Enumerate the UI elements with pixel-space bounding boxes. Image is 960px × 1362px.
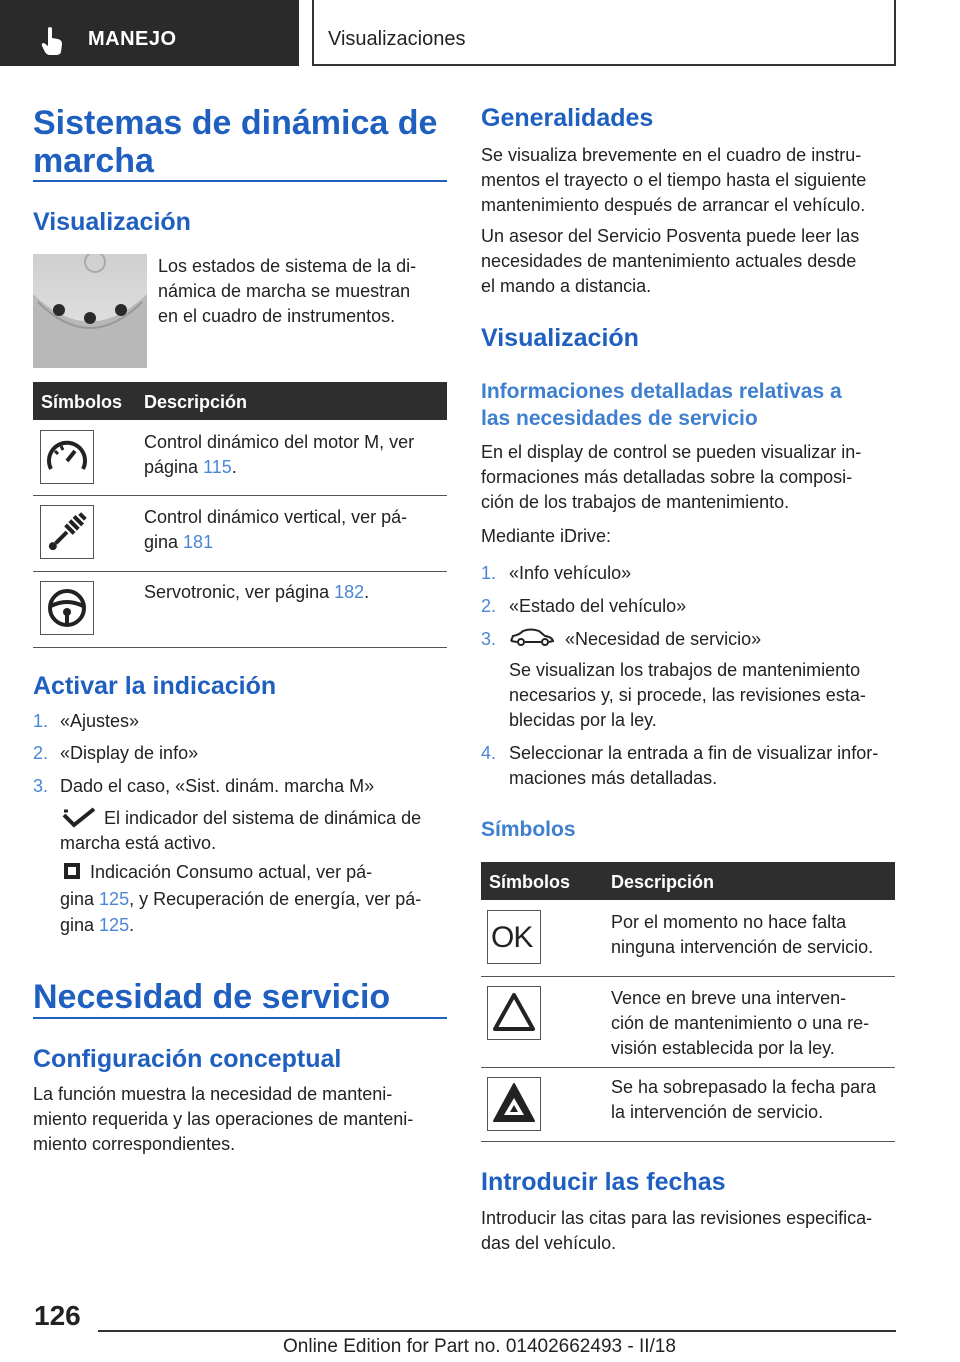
vertical-dynamic-control-icon [40,505,94,559]
chapter-label: Visualizaciones [328,28,466,50]
row-divider [481,976,895,977]
text-line: Los estados de sistema de la di- [158,256,417,276]
text-line: el mando a distancia. [481,276,652,296]
step-number: 2. [481,596,497,616]
dynamic-engine-control-icon [40,430,94,484]
idrive-text: Mediante iDrive: [481,526,612,546]
step-detail [60,887,421,912]
asesor-text [481,224,859,299]
row-text: la intervención de servicio. [611,1102,824,1122]
row-text: ción de mantenimiento o una re- [611,1013,870,1033]
row-text: Por el momento no hace falta [611,912,847,932]
visualizacion-heading: Visualización [33,208,191,236]
text-part: . [129,915,135,935]
table-header [481,862,895,900]
step-number: 4. [481,743,497,763]
text-line: Se visualiza brevemente en el cuadro de instru- [481,145,862,165]
text-line: Un asesor del Servicio Posventa puede leer las [481,226,860,246]
text-line: das del vehículo. [481,1233,617,1253]
servicio-rule [33,1017,447,1019]
table-row [611,1075,876,1125]
footer-edition: Online Edition for Part no. 01402662493 - II/18 [283,1336,676,1357]
step-detail: El indicador del sistema de dinámica de [104,808,422,828]
step-detail [60,913,134,938]
warning-outline-icon [487,986,541,1040]
square-icon [62,861,82,881]
text-line: en el cuadro de instrumentos. [158,306,396,326]
row-text: ninguna intervención de servicio. [611,937,874,957]
text-line: blecidas por la ley. [509,710,657,730]
row-text-part: gina [144,532,184,552]
servicio-title: Necesidad de servicio [33,978,391,1016]
col-descripcion: Descripción [611,872,715,892]
page-title-line1: Sistemas de dinámica de [33,104,438,142]
step-detail: marcha está activo. [60,833,217,853]
step-text: «Info vehículo» [509,563,632,583]
fechas-heading: Introducir las fechas [481,1168,726,1196]
page-title [33,104,437,180]
row-text: Control dinámico vertical, ver pá- [144,507,408,527]
text-line: Introducir las citas para las revisiones especifica- [481,1208,873,1228]
col-simbolos: Símbolos [489,872,571,892]
text-line: necesarios y, si procede, las revisiones esta- [509,685,866,705]
car-icon [509,627,555,647]
text-line: En el display de control se pueden visualizar in- [481,442,862,462]
step-number: 1. [33,711,49,731]
text-line: miento correspondientes. [33,1134,236,1154]
row-text-part: página [144,457,204,477]
config-text [33,1082,413,1157]
activar-heading: Activar la indicación [33,672,277,700]
info-heading [481,378,842,432]
step-number: 1. [481,563,497,583]
table-row [144,430,414,480]
section-tab [0,0,299,66]
row-divider [33,495,447,496]
col-descripcion: Descripción [144,392,248,412]
step-text: «Necesidad de servicio» [565,629,762,649]
page-link[interactable]: 115 [203,457,232,477]
text-part: , y Recuperación de energía, ver pá- [129,889,422,909]
step-text: maciones más detalladas. [509,768,718,788]
table-header [33,382,447,420]
heading-line: las necesidades de servicio [481,407,758,430]
text-line: mentos el trayecto o el tiempo hasta el siguiente [481,170,867,190]
step-number: 3. [33,776,49,796]
text-part: gina [60,889,100,909]
page-link[interactable]: 125 [99,889,130,909]
generalidades-heading: Generalidades [481,104,654,132]
simbolos-heading: Símbolos [481,818,576,841]
config-heading: Configuración conceptual [33,1045,342,1073]
text-line: Se visualizan los trabajos de mantenimiento [509,660,861,680]
row-text-part: Servotronic, ver página [144,582,335,602]
row-divider [33,647,447,648]
heading-line: Informaciones detalladas relativas a [481,380,842,403]
visualizacion-right-heading: Visualización [481,324,639,352]
ok-icon [487,910,541,964]
page-link[interactable]: 125 [99,915,130,935]
text-line: ción de los trabajos de mantenimiento. [481,492,790,512]
row-text: Control dinámico del motor M, ver [144,432,415,452]
text-line: mantenimiento después de arrancar el vehículo. [481,195,866,215]
table-row [611,910,873,960]
steering-wheel-icon [40,581,94,635]
text-line: formaciones más detalladas sobre la composi- [481,467,853,487]
warning-filled-icon [487,1077,541,1131]
instrument-cluster-image [33,254,147,368]
fechas-text [481,1206,872,1256]
step-text: «Display de info» [60,743,199,763]
table-row [144,580,369,605]
hand-pointer-icon [40,26,66,56]
row-divider [481,1067,895,1068]
section-label: MANEJO [88,28,177,50]
step3-detail [509,658,866,733]
chapter-tab [312,0,896,66]
generalidades-text [481,143,866,218]
row-text-part: . [364,582,370,602]
step-text: «Estado del vehículo» [509,596,687,616]
step-number: 3. [481,629,497,649]
text-part: gina [60,915,100,935]
ok-label: OK [491,921,533,954]
text-line: miento requerida y las operaciones de manteni- [33,1109,414,1129]
step-text: «Ajustes» [60,711,140,731]
text-line: La función muestra la necesidad de manteni- [33,1084,393,1104]
page-link[interactable]: 181 [183,532,214,552]
row-text: Se ha sobrepasado la fecha para [611,1077,877,1097]
step-text: Dado el caso, «Sist. dinám. marcha M» [60,776,375,796]
row-text: visión establecida por la ley. [611,1038,835,1058]
row-text [144,455,414,480]
text-line: námica de marcha se muestran [158,281,411,301]
row-divider [481,1141,895,1142]
table-row [144,505,407,555]
row-text: Vence en breve una interven- [611,988,847,1008]
visualizacion-text [158,254,416,329]
step-detail: Indicación Consumo actual, ver pá- [90,862,373,882]
step-number: 2. [33,743,49,763]
row-divider [33,571,447,572]
title-rule [33,180,447,182]
info-text [481,440,861,515]
text-line: necesidades de mantenimiento actuales desde [481,251,857,271]
row-text-part: . [231,457,237,477]
table-row [611,986,869,1061]
page-link[interactable]: 182 [334,582,365,602]
step-text: Seleccionar la entrada a fin de visualizar infor- [509,743,879,763]
row-text [144,530,407,555]
footer-rule [98,1330,896,1332]
page-title-line2: marcha [33,142,154,180]
checkmark-pencil-icon [62,807,96,829]
row-text [144,580,369,605]
col-simbolos: Símbolos [41,392,123,412]
page-number: 126 [34,1300,81,1331]
